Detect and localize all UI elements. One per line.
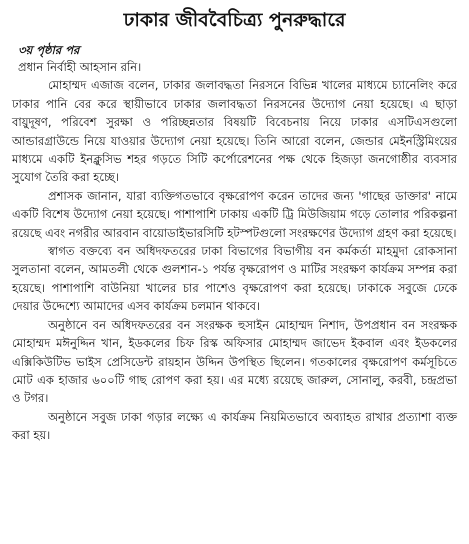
paragraph: মোহাম্মদ এজাজ বলেন, ঢাকার জলাবদ্ধতা নিরসনে বিভিন্ন খালের মাধ্যমে চ্যানেলিং করে ঢাকার পানি বের করে স্থায়ীভাবে ঢাকার জলাবদ্ধতা নিরসনের উদ্যোগ নেয়া হয়েছে। এ ছাড়া বায়ুদূষণ, পরিবেশ সুরক্ষা ও পরিচ্ছন্নতার বিষয়টি বিবেচনায় নিয়ে ঢাকার এসটিএসগুলো আন্ডারগ্রাউন্ডে নিয়ে যাওয়ার উদ্যোগ নেয়া হয়েছে। তিনি আরো বলেন, জেন্ডার মেইনস্ট্রিমিংয়ের মাধ্যমে একটি ইনক্লুসিভ শহর গড়তে সিটি কর্পোরেশনের পক্ষ থেকে হিজড়া জনগোষ্ঠীর ব্যবসার সুযোগ তৈরি করা হচ্ছে। xyxy=(12,78,457,185)
continued-from-note: ৩য় পৃষ্ঠার পর xyxy=(18,43,80,57)
article-body xyxy=(12,58,457,445)
paragraph: প্রধান নির্বাহী আহসান রনি। xyxy=(18,60,142,74)
paragraph: স্বাগত বক্তব্যে বন অধিদফতরের ঢাকা বিভাগের বিভাগীয় বন কর্মকর্তা মাহমুদা রোকসানা সুলতানা বলেন, আমতলী থেকে গুলশান-১ পর্যন্ত বৃক্ষরোপণ ও মাটির সংরক্ষণ কার্যক্রম সম্পন্ন করা হয়েছে। পাশাপাশি বাউনিয়া খালের চার পাশেও বৃক্ষরোপণ করা হয়েছে। ঢাকাকে সবুজে ঢেকে দেয়ার উদ্দেশ্যে আমাদের এসব কার্যক্রম চলমান থাকবে। xyxy=(12,244,457,314)
paragraph: অনুষ্ঠানে সবুজ ঢাকা গড়ার লক্ষ্যে এ কার্যক্রম নিয়মিতভাবে অব্যাহত রাখার প্রত্যাশা ব্যক্ত করা হয়। xyxy=(12,409,457,443)
paragraph: অনুষ্ঠানে বন অধিদফতরের বন সংরক্ষক হুসাইন মোহাম্মদ নিশাদ, উপপ্রধান বন সংরক্ষক মোহাম্মদ মঈনুদ্দিন খান, ইডকলের চিফ রিস্ক অফিসার মোহাম্মদ জাভেদ ইকবাল এবং ইডকলের এক্সিকিউটিভ ভাইস প্রেসিডেন্ট রায়হান উদ্দিন উপস্থিত ছিলেন। গতকালের বৃক্ষরোপণ কর্মসূচিতে মোট এক হাজার ৬০০টি গাছ রোপণ করা হয়। এর মধ্যে রয়েছে জারুল, সোনালু, করবী, চন্দ্রপ্রভা ও টগর। xyxy=(12,317,457,406)
headline: ঢাকার জীববৈচিত্র্য পুনরুদ্ধারে xyxy=(123,9,346,31)
paragraph: প্রশাসক জানান, যারা ব্যক্তিগতভাবে বৃক্ষরোপণ করেন তাদের জন্য 'গাছের ডাক্তার' নামে একটি বিশেষ উদ্যোগ নেয়া হয়েছে। পাশাপাশি ঢাকায় একটি ট্রি মিউজিয়াম গড়ে তোলার পরিকল্পনা রয়েছে এবং নগরীর আরবান বায়োডাইভারসিটি হটস্পটগুলো সংরক্ষণের উদ্যোগ গ্রহণ করা হয়েছে। xyxy=(12,188,457,240)
